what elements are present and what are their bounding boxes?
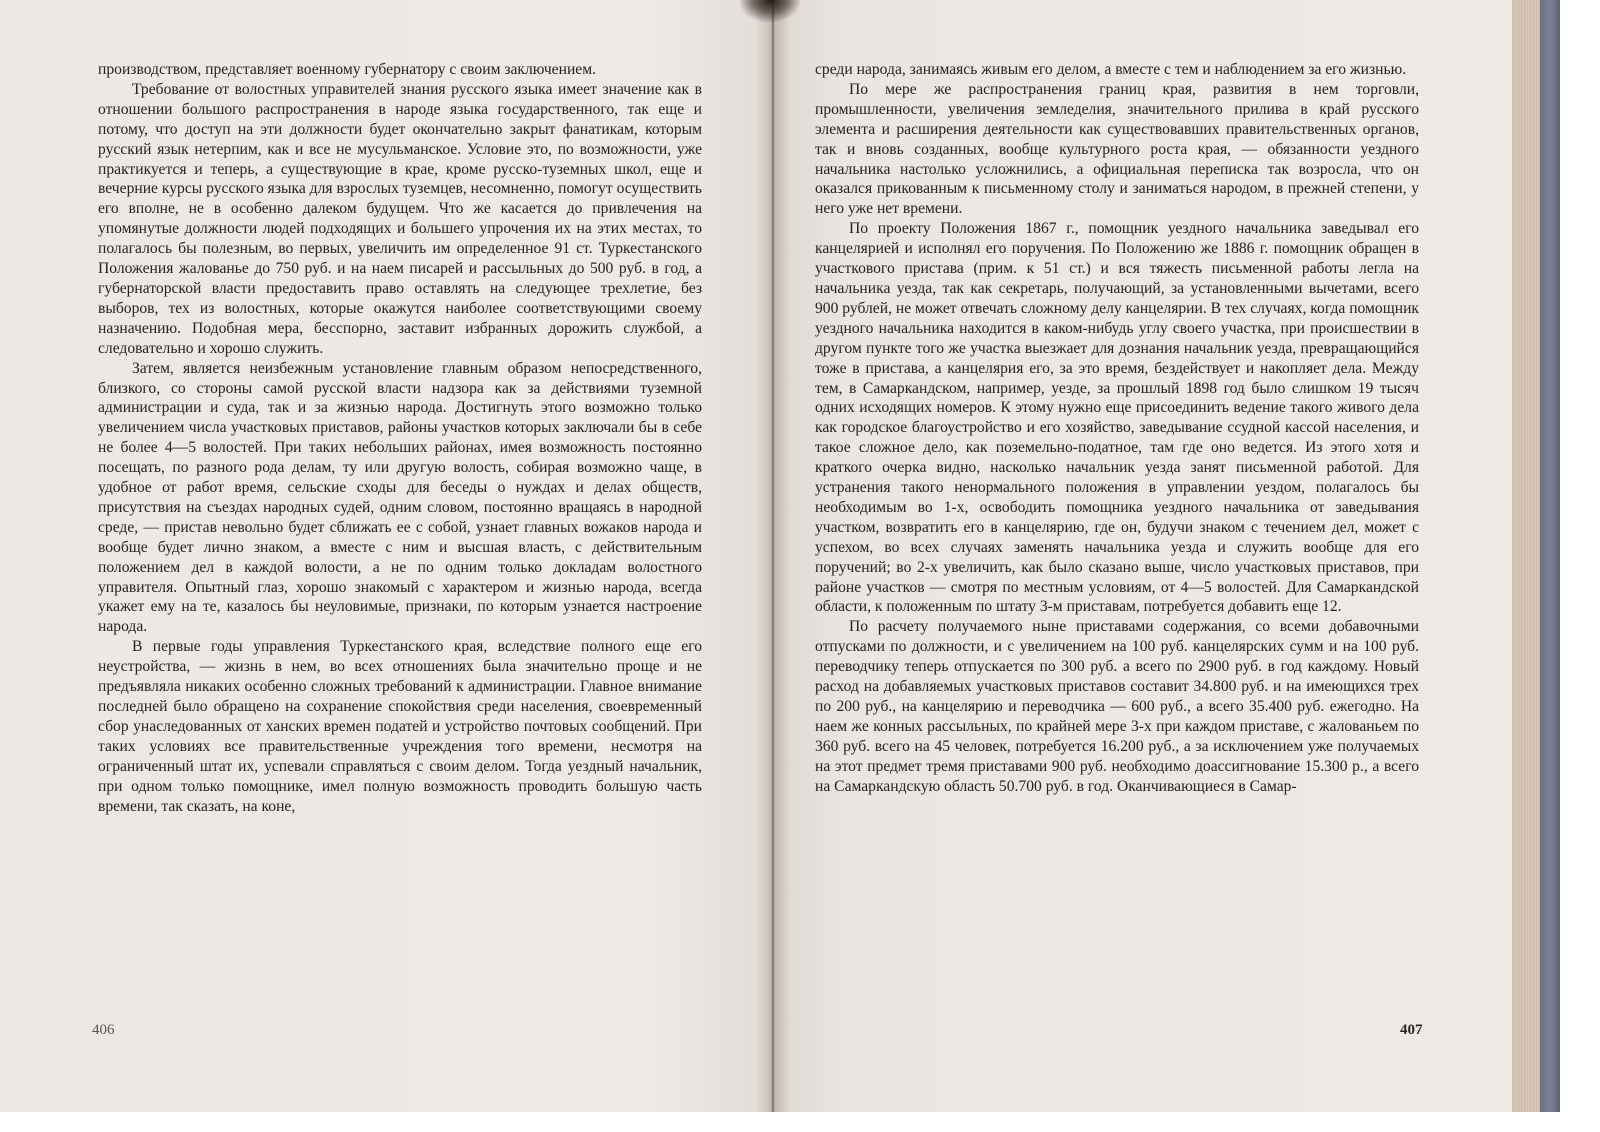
book-gutter <box>756 0 790 1112</box>
paragraph: производством, представляет военному губернатору с своим заключением. <box>98 61 596 78</box>
paragraph: среди народа, занимаясь живым его делом, а вместе с тем и наблюдением за его жизнью. <box>815 61 1407 78</box>
page-number-right: 407 <box>1400 1022 1423 1038</box>
paragraph: По проекту Положения 1867 г., помощник уездного начальника заведывал его канцелярией и исполнял его поручения. По Положению же 1886 г. помощник обращен в участкового пристава (прим. к 51 ст.) и вся тяжесть письменной работы легла на начальника уезда, так как секретарь, получающий, за установленными вычетами, всего 900 рублей, не может отвечать сложному делу канцелярии. В тех случаях, когда помощник уездного начальника находится в каком-нибудь углу своего участка, при происшествии в другом пункте того же участка выезжает для дознания начальник уезда, превращающийся тоже в пристава, а канцелярия его, за это время, бездействует и накопляет дела. Между тем, в Самаркандском, например, уезде, за прошлый 1898 год было слишком 19 тысяч одних исходящих номеров. К этому нужно еще присоединить ведение такого живого дела как городское благоустройство и его хозяйство, заведывание ссудной кассой населения, и такое сложное дело, как поземельно-податное, там где оно ведется. Из этого хотя и краткого очерка видно, насколько начальник уезда занят письменной работой. Для устранения такого ненормального положения в управлении уездом, полагалось бы необходимым во 1-х, освободить помощника уездного начальника от заведывания участком, возвратить его в канцелярию, где он, будучи знаком с течением дел, может с успехом, во всех случаях заменять начальника уезда и служить вообще для его поручений; во 2-х увеличить, как было сказано выше, число участковых приставов, при районе участков — смотря по местным условиям, от 4—5 волостей. Для Самаркандской области, к положенным по штату 3-м приставам, потребуется добавить еще 12. <box>815 220 1419 616</box>
paragraph: По мере же распространения границ края, развития в нем торговли, промышленности, увеличения земледелия, значительного прилива в край русского элемента и расширения деятельности как существовавших правительственных органов, так и вновь созданных, вообще культурного роста края, — обязанности уездного начальника настолько усложнились, а официальная переписка так возросла, что он оказался прикованным к письменному столу и заниматься народом, в прежней степени, у него уже нет времени. <box>815 80 1419 218</box>
paragraph: Требование от волостных управителей знания русского языка имеет значение как в отношении большого распространения в народе языка государственного, так еще и потому, что доступ на эти должности будет окончательно закрыт фанатикам, которым русский язык нетерпим, как и все не мусульманское. Условие это, по возможности, уже практикуется и теперь, а существующие в крае, кроме русско-туземных школ, еще и вечерние курсы русского языка для взрослых туземцев, несомненно, помогут осуществить его вполне, не в особенно далеком будущем. Что же касается до привлечения на упомянутые должности людей подходящих и большего упрочения их на этих местах, то полагалось бы полезным, во первых, увеличить им определенное 91 ст. Туркестанского Положения жалованье до 750 руб. и на наем писарей и рассыльных до 500 руб. в год, а губернаторской власти предоставить право оставлять на следующее трехлетие, без выборов, тех из волостных, которые окажутся наиболее соответствующими своему назначению. Подобная мера, бесспорно, заставит избранных дорожить службой, а следовательно и хорошо служить. <box>98 80 702 357</box>
book-cover-edge <box>1540 0 1560 1112</box>
page-number-left: 406 <box>92 1022 115 1038</box>
left-page-text <box>98 60 702 816</box>
right-page-text <box>815 60 1419 797</box>
paragraph: Затем, является неизбежным установление главным образом непосредственного, близкого, со стороны самой русской власти надзора как за действиями туземной администрации и суда, так и за жизнью народа. Достигнуть этого возможно только увеличением числа участковых приставов, районы участков которых заключали бы в себе не более 4—5 волостей. При таких небольших районах, имея возможность постоянно посещать, по разного рода делам, ту или другую волость, собирая возможно чаще, в удобное от работ время, сельские сходы для беседы о нуждах и делах обществ, присутствия на съездах народных судей, одним словом, постоянно вращаясь в народной среде, — пристав невольно будет сближать ее с собой, узнает главных вожаков народа и вообще будет лично знаком, а вместе с ним и высшая власть, с действительным положением дел в каждой волости, а не по одним только докладам волостного управителя. Опытный глаз, хорошо знакомый с характером и жизнью народа, всегда укажет ему на те, казалось бы неуловимые, признаки, по которым узнается настроение народа. <box>98 359 702 636</box>
paragraph: По расчету получаемого ныне приставами содержания, со всеми добавочными отпусками по должности, и с увеличением на 100 руб. канцелярских сумм и на 100 руб. переводчику теперь отпускается по 300 руб. а всего по 2900 руб. в год каждому. Новый расход на добавляемых участковых приставов составит 34.800 руб. и на имеющихся трех по 200 руб., на канцелярию и переводчика — 600 руб., а всего 35.400 руб. ежегодно. На наем же конных рассыльных, по крайней мере 3-х при каждом приставе, с жалованьем по 360 руб. всего на 45 человек, потребуется 16.200 руб., а за исключением уже получаемых на этот предмет тремя приставами 900 руб. необходимо доассигнование 15.300 р., а всего на Самаркандскую область 50.700 руб. в год. Оканчивающиеся в Самар- <box>815 618 1419 795</box>
page-edges <box>1512 0 1540 1112</box>
spine-shadow <box>740 0 800 22</box>
paragraph: В первые годы управления Туркестанского края, вследствие полного еще его неустройства, — жизнь в нем, во всех отношениях была значительно проще и не предъявляла никаких особенно сложных требований к администрации. Главное внимание последней было обращено на сохранение спокойствия среди населения, своевременный сбор унаследованных от ханских времен податей и устройство почтовых сообщений. При таких условиях все правительственные учреждения того времени, несмотря на ограниченный штат их, успевали справляться с своим делом. Тогда уездный начальник, при одном только помощнике, имел полную возможность проводить большую часть времени, так сказать, на коне, <box>98 638 702 815</box>
